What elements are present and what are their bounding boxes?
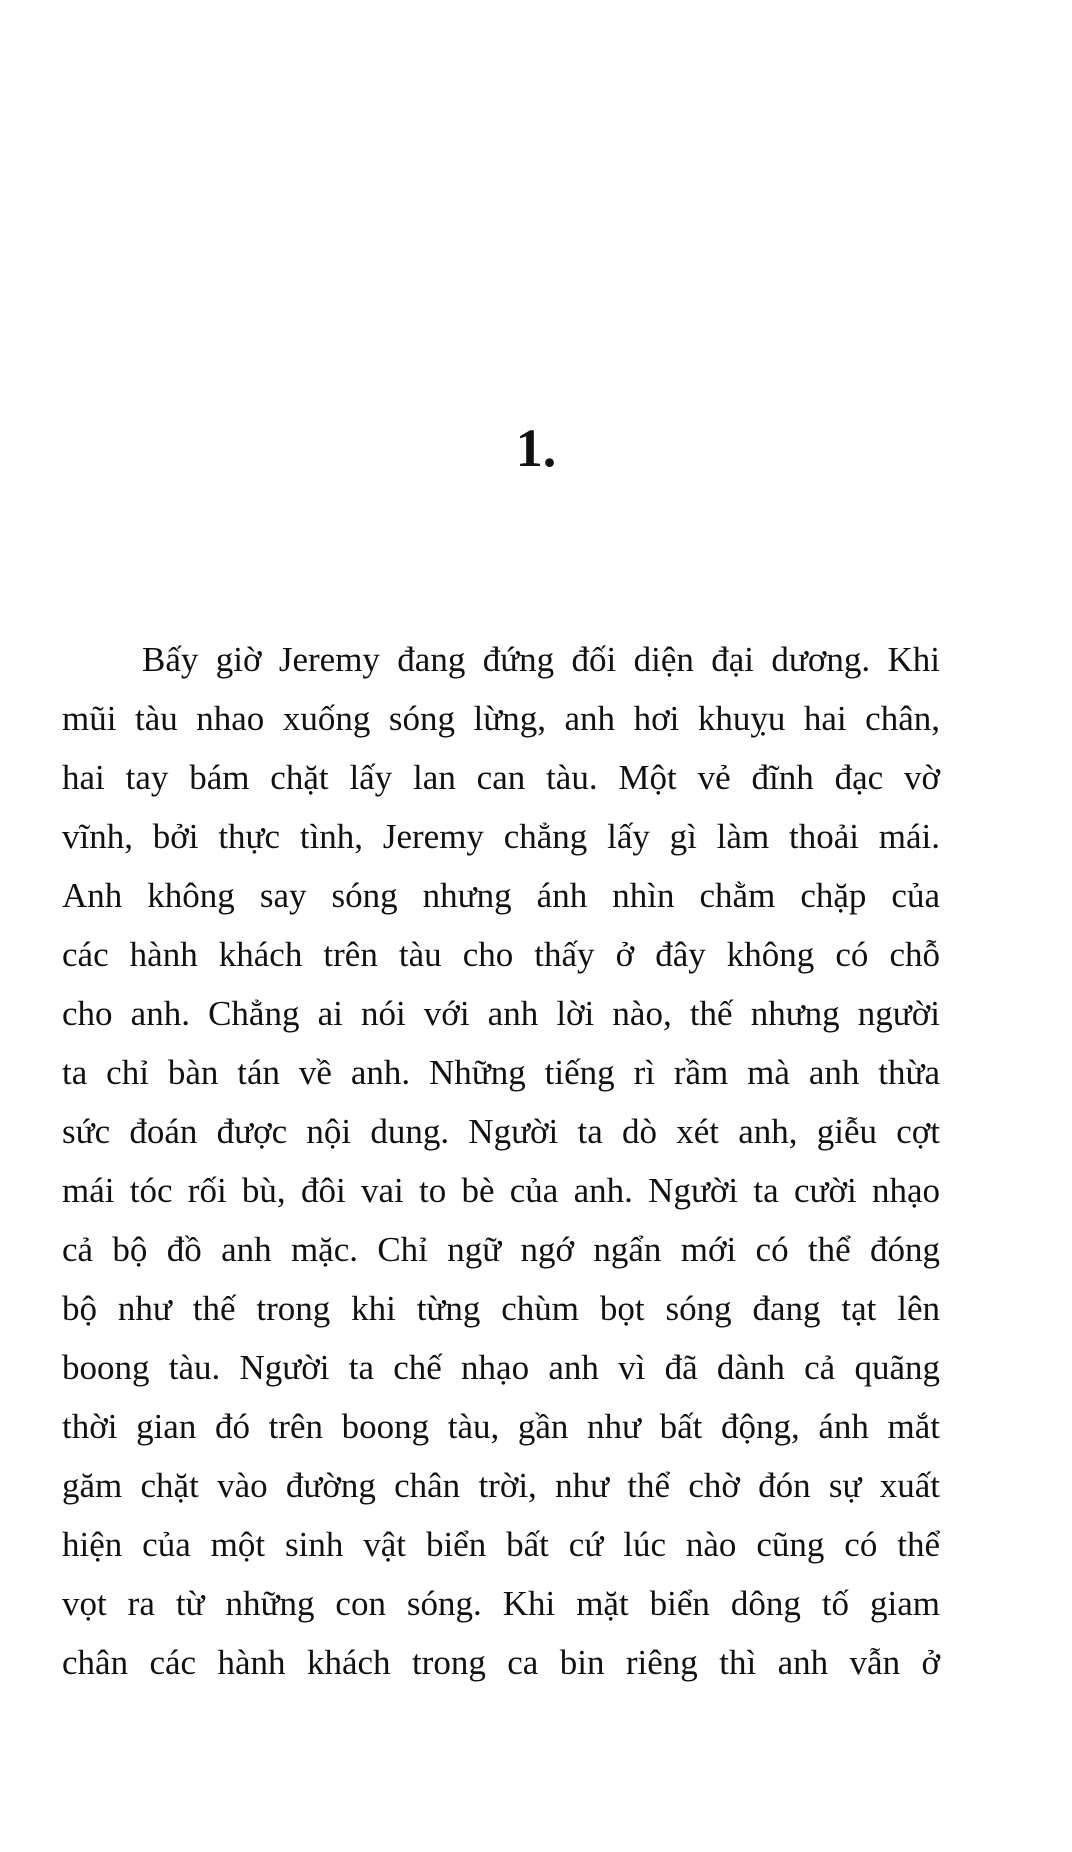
text-line: thời gian đó trên boong tàu, gần như bất động, ánh mắt [62,1407,940,1446]
text-line: ta chỉ bàn tán về anh. Những tiếng rì rầm mà anh thừa [62,1053,940,1092]
text-line: mái tóc rối bù, đôi vai to bè của anh. Người ta cười nhạo [62,1171,940,1210]
text-line: cho anh. Chẳng ai nói với anh lời nào, thế nhưng người [62,994,940,1033]
text-line: găm chặt vào đường chân trời, như thể chờ đón sự xuất [62,1466,940,1505]
text-line: Bấy giờ Jeremy đang đứng đối diện đại dương. Khi [142,640,940,679]
text-line: boong tàu. Người ta chế nhạo anh vì đã dành cả quãng [62,1348,940,1387]
chapter-body-paragraph [62,630,940,1692]
chapter-number: 1. [515,418,557,478]
text-line: vọt ra từ những con sóng. Khi mặt biển dông tố giam [62,1584,940,1623]
text-line: hai tay bám chặt lấy lan can tàu. Một vẻ đĩnh đạc vờ [62,758,940,797]
text-line: mũi tàu nhao xuống sóng lừng, anh hơi khuỵu hai chân, [62,699,940,738]
text-line: bộ như thế trong khi từng chùm bọt sóng đang tạt lên [62,1289,940,1328]
text-line: các hành khách trên tàu cho thấy ở đây không có chỗ [62,935,940,974]
text-line: Anh không say sóng nhưng ánh nhìn chằm chặp của [62,876,940,915]
text-line: cả bộ đồ anh mặc. Chỉ ngữ ngớ ngẩn mới có thể đóng [62,1230,940,1269]
text-line: hiện của một sinh vật biển bất cứ lúc nào cũng có thể [62,1525,940,1564]
text-line: chân các hành khách trong ca bin riêng thì anh vẫn ở [62,1643,940,1682]
text-line: vĩnh, bởi thực tình, Jeremy chẳng lấy gì làm thoải mái. [62,817,940,856]
text-line: sức đoán được nội dung. Người ta dò xét anh, giễu cợt [62,1112,940,1151]
